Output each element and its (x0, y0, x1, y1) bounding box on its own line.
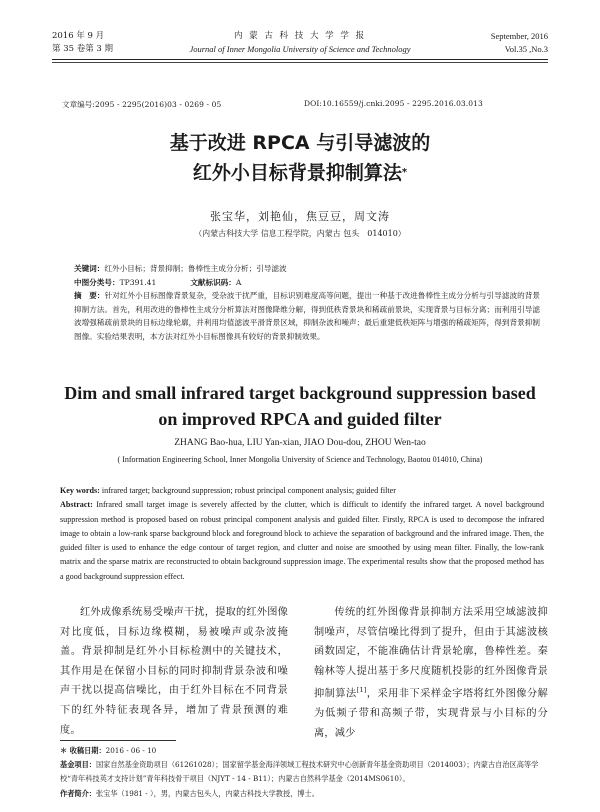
title-en-line1: Dim and small infrared target background suppression based (64, 383, 536, 403)
body-right-tail: ，采用非下采样金字塔将红外图像分解为低频子带和高频子带，实现背景与小目标的分离，减少 (314, 688, 548, 739)
clc-line (74, 276, 540, 290)
footnote-author (60, 787, 550, 801)
authors-en: ZHANG Bao-hua, LIU Yan-xian, JIAO Dou-dou, ZHOU Wen-tao (174, 438, 426, 448)
author-bio-label: 作者简介： (60, 789, 96, 798)
journal-issue-cn (52, 30, 113, 56)
title-cn-line2-text: 红外小目标背景抑制算法 (192, 162, 402, 184)
body-column-right (314, 603, 548, 744)
abstract-cn-label: 摘 要： (74, 291, 105, 301)
title-en-line2: on improved RPCA and guided filter (158, 409, 442, 429)
abstract-en-text: Infrared small target image is severely affected by the clutter, which is difficult to identify the infrared target. A novel background suppression method is proposed based on robust principal component analysis and guided filter. Firstly, RPCA is used to decompose the infrared image to obtain a low-rank sparse background block and foreground block to achieve the separation of background and the infrared image. Then, the guided filter is used to enhance the edge contour of target region, and clutter and noise are smoothed by using mean filter. Finally, the low-rank matrix and the sparse matrix are reconstructed to obtain background suppression image. The experimental results show that the proposed method has a good background suppression effect. (60, 500, 544, 581)
affiliation-en: ( Information Engineering School, Inner Mongolia University of Science and Technology, Baotou 014010, China) (117, 455, 483, 464)
volume-cn: 第 35 卷第 3 期 (52, 44, 114, 54)
body-column-left (60, 603, 288, 740)
keywords-en-text: infrared target; background suppression; robust principal component analysis; guided filter (101, 486, 396, 495)
keywords-en-label: Key words: (60, 486, 100, 495)
received-date: 2016 - 06 - 10 (105, 746, 157, 755)
footnote-rule (60, 740, 176, 741)
header-rule-top (52, 59, 548, 60)
title-cn (0, 128, 600, 188)
title-cn-line2 (0, 158, 600, 188)
doi: DOI:10.16559/j.cnki.2095 - 2295.2016.03.013 (304, 99, 483, 108)
keywords-en (60, 484, 544, 498)
body-left-text: 红外成像系统易受噪声干扰，提取的红外图像对比度低，目标边缘模糊，易被噪声或杂波掩盖。背景抑制是红外小目标检测中的关键技术，其作用是在保留小目标的同时抑制背景杂波和噪声干扰以提高信噪比，由于红外目标在不同背景下的红外特征表现各异，增加了背景预测的难度。 (60, 607, 288, 736)
affiliation-cn: （内蒙古科技大学 信息工程学院，内蒙古 包头 014010） (194, 229, 406, 238)
title-cn-line1: 基于改进 RPCA 与引导滤波的 (169, 132, 431, 154)
footnote-received (60, 744, 550, 758)
chinese-front-matter (74, 262, 540, 344)
journal-name (150, 30, 450, 56)
issue-date-cn: 2016 年 9 月 (52, 31, 105, 41)
issue-date-en: September, 2016 (490, 31, 548, 41)
title-footnote-mark: * (401, 167, 408, 178)
keywords-cn (74, 262, 540, 276)
clc-label: 中图分类号： (74, 277, 120, 287)
keywords-cn-label: 关键词： (74, 264, 105, 273)
doc-code-value: A (235, 277, 242, 287)
volume-en: Vol.35 ,No.3 (504, 44, 548, 54)
abstract-cn (74, 289, 540, 343)
keywords-cn-text: 红外小目标；背景抑制；鲁棒性主成分分析；引导滤波 (104, 264, 287, 273)
citation-mark: [1] (356, 686, 367, 695)
clc-value: TP391.41 (119, 277, 157, 287)
authors-cn: 张宝华，刘艳仙，焦豆豆，周文涛 (210, 210, 390, 223)
author-bio-text: 张宝华（1981 - ），男，内蒙古包头人，内蒙古科技大学教授，博士。 (95, 789, 319, 798)
fund-text: 国家自然基金资助项目（61261028）；国家留学基金海洋领域工程技术研究中心创新青年基金资助项目（2014003）；内蒙古自治区高等学校“青年科技英才支持计划”青年科技骨干项目（NJYT - 14 - B11）；内蒙古自然科学基金（2014MS0610）。 (60, 760, 539, 783)
abstract-en (60, 498, 544, 584)
journal-issue-en (491, 30, 548, 56)
article-number: 文章编号:2095 - 2295(2016)03 - 0269 - 05 (62, 100, 222, 109)
journal-name-en: Journal of Inner Mongolia University of Science and Technology (189, 44, 411, 54)
english-front-matter (60, 484, 544, 584)
header-rule-bottom (52, 62, 548, 63)
abstract-cn-text: 针对红外小目标图像背景复杂，受杂波干扰严重，目标识别难度高等问题，提出一种基于改进鲁棒性主成分分析与引导滤波的背景抑制方法。首先，利用改进的鲁棒性主成分分析算法对图像降维分解，得到低秩背景块和稀疏前景块，实现背景与目标分离；而利用引导滤波增强稀疏前景块的目标边缘轮廓，并利用均值滤波平滑背景区域，抑制杂波和噪声；最后重建低秩矩阵与增强的稀疏矩阵，得到背景抑制图像。实验结果表明，本方法对红外小目标图像具有较好的背景抑制效果。 (74, 291, 540, 341)
journal-name-cn: 内 蒙 古 科 技 大 学 学 报 (233, 31, 367, 41)
body-right-text: 传统的红外图像背景抑制方法采用空域滤波抑制噪声，尽管信噪比得到了提升，但由于其滤波核函数固定，不能准确估计背景轮廓，鲁棒性差。秦翰林等人提出基于多尺度随机投影的红外图像背景抑制算法 (314, 607, 548, 700)
footnote-fund (60, 758, 550, 785)
received-label: ＊ 收稿日期： (60, 746, 106, 755)
doc-code-label: 文献标识码： (190, 277, 236, 287)
fund-label: 基金项目： (60, 760, 96, 769)
abstract-en-label: Abstract: (60, 500, 93, 510)
title-en (0, 380, 600, 432)
